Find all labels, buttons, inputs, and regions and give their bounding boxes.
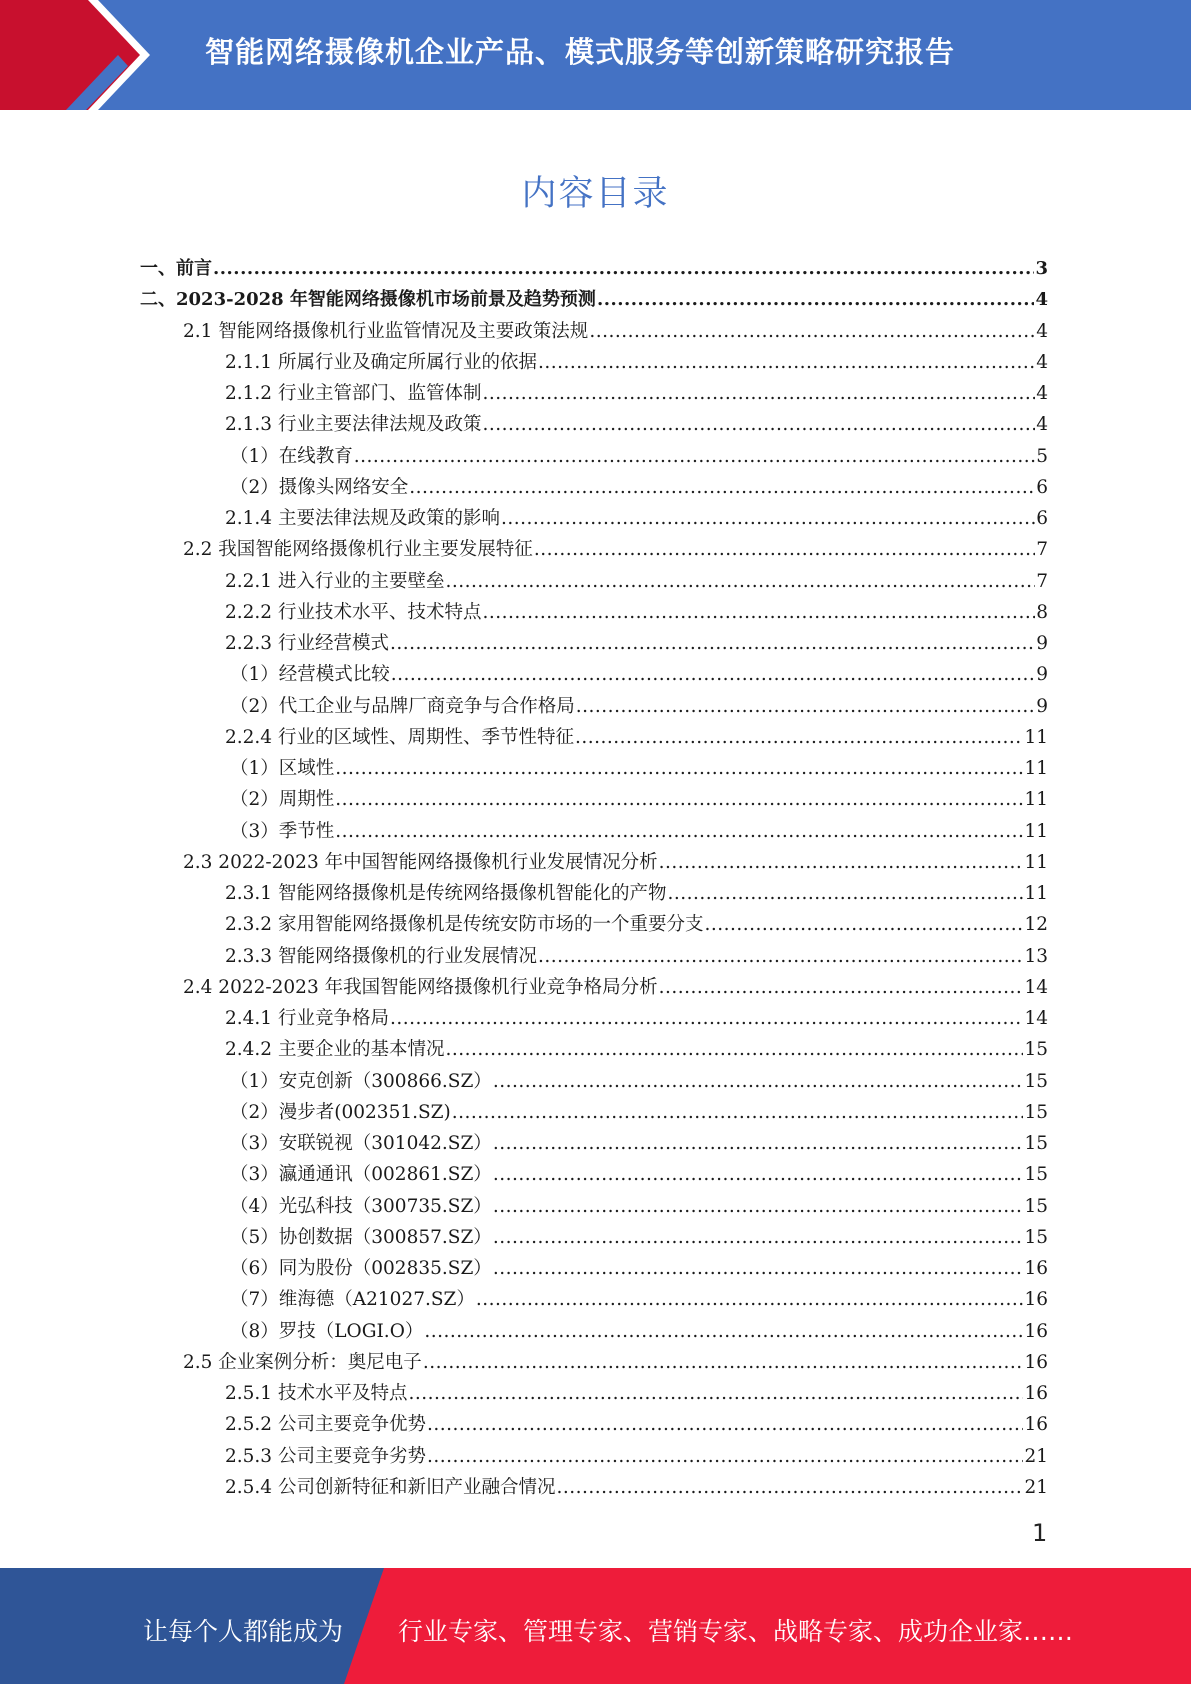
toc-dot-leader bbox=[493, 1253, 1024, 1284]
toc-entry[interactable] bbox=[0, 597, 1048, 628]
toc-dot-leader bbox=[335, 816, 1023, 847]
toc-entry[interactable] bbox=[0, 1097, 1048, 1128]
toc-entry[interactable] bbox=[0, 1191, 1048, 1222]
toc-entry[interactable] bbox=[0, 316, 1048, 347]
toc-entry[interactable] bbox=[0, 409, 1048, 440]
toc-dot-leader bbox=[445, 566, 1035, 597]
toc-entry[interactable] bbox=[0, 1253, 1048, 1284]
toc-entry-title: （5）协创数据（300857.SZ） bbox=[230, 1226, 492, 1248]
toc-entry-page: 9 bbox=[1036, 633, 1048, 654]
toc-dot-leader bbox=[556, 1472, 1023, 1503]
toc-dot-leader bbox=[575, 722, 1023, 753]
toc-entry[interactable] bbox=[0, 847, 1048, 878]
toc-dot-leader bbox=[493, 1191, 1024, 1222]
toc-entry-title: 2.5.3 公司主要竞争劣势 bbox=[225, 1445, 426, 1467]
toc-dot-leader bbox=[482, 378, 1035, 409]
toc-entry-page: 16 bbox=[1024, 1258, 1048, 1279]
toc-entry-page: 21 bbox=[1024, 1476, 1048, 1498]
toc-entry[interactable] bbox=[0, 472, 1048, 503]
toc-entry-title: （2）漫步者(002351.SZ) bbox=[230, 1101, 451, 1123]
toc-entry-page: 15 bbox=[1024, 1226, 1048, 1248]
toc-dot-leader bbox=[493, 1222, 1024, 1253]
report-title: 智能网络摄像机企业产品、模式服务等创新策略研究报告 bbox=[205, 35, 956, 69]
toc-dot-leader bbox=[390, 1003, 1023, 1034]
footer-slogan-right: 行业专家、管理专家、营销专家、战略专家、成功企业家…… bbox=[398, 1617, 1074, 1646]
toc-entry[interactable] bbox=[0, 1472, 1048, 1503]
toc-entry-title: （4）光弘科技（300735.SZ） bbox=[230, 1195, 492, 1217]
toc-entry-title: 2.3.1 智能网络摄像机是传统网络摄像机智能化的产物 bbox=[225, 883, 667, 904]
toc-dot-leader bbox=[423, 1347, 1024, 1378]
toc-entry-title: 2.1 智能网络摄像机行业监管情况及主要政策法规 bbox=[183, 320, 589, 342]
toc-entry-title: 二、2023-2028 年智能网络摄像机市场前景及趋势预测 bbox=[140, 289, 596, 311]
toc-entry-title: 2.2.4 行业的区域性、周期性、季节性特征 bbox=[225, 726, 574, 748]
toc-entry-title: （1）经营模式比较 bbox=[230, 664, 390, 686]
toc-entry-page: 11 bbox=[1024, 820, 1048, 842]
toc-entry-title: 2.3.2 家用智能网络摄像机是传统安防市场的一个重要分支 bbox=[225, 914, 704, 936]
toc-entry-page: 16 bbox=[1024, 1351, 1048, 1373]
toc-entry-page: 8 bbox=[1036, 601, 1048, 623]
toc-entry-page: 11 bbox=[1024, 726, 1048, 748]
toc-entry-title: 2.3 2022-2023 年中国智能网络摄像机行业发展情况分析 bbox=[183, 851, 658, 873]
toc-entry[interactable] bbox=[0, 1066, 1048, 1097]
toc-dot-leader bbox=[482, 597, 1035, 628]
toc-dot-leader bbox=[501, 503, 1035, 534]
toc-entry-page: 12 bbox=[1024, 914, 1048, 936]
toc-entry-page: 14 bbox=[1024, 1008, 1048, 1029]
toc-entry[interactable] bbox=[0, 691, 1048, 722]
toc-entry[interactable] bbox=[0, 1159, 1048, 1190]
toc-dot-leader bbox=[538, 347, 1035, 378]
toc-entry[interactable] bbox=[0, 284, 1048, 315]
toc-dot-leader bbox=[476, 1284, 1024, 1315]
page-header bbox=[0, 0, 1191, 110]
toc-entry[interactable] bbox=[0, 1378, 1048, 1409]
toc-entry-title: 2.5.1 技术水平及特点 bbox=[225, 1383, 408, 1404]
toc-entry[interactable] bbox=[0, 816, 1048, 847]
toc-entry-title: 2.1.1 所属行业及确定所属行业的依据 bbox=[225, 351, 537, 373]
toc-entry[interactable] bbox=[0, 253, 1048, 284]
toc-dot-leader bbox=[424, 1316, 1023, 1347]
toc-entry[interactable] bbox=[0, 378, 1048, 409]
toc-dot-leader bbox=[493, 1159, 1024, 1190]
toc-dot-leader bbox=[409, 472, 1035, 503]
toc-dot-leader bbox=[427, 1441, 1023, 1472]
toc-entry[interactable] bbox=[0, 1316, 1048, 1347]
toc-entry-page: 4 bbox=[1035, 289, 1048, 311]
toc-entry[interactable] bbox=[0, 972, 1048, 1003]
toc-entry-page: 15 bbox=[1024, 1070, 1048, 1092]
toc-dot-leader bbox=[335, 784, 1023, 815]
toc-entry-title: 2.1.2 行业主管部门、监管体制 bbox=[225, 383, 482, 404]
toc-entry-title: （3）季节性 bbox=[230, 820, 335, 842]
toc-dot-leader bbox=[589, 316, 1035, 347]
toc-entry[interactable] bbox=[0, 909, 1048, 940]
toc-entry-page: 16 bbox=[1024, 1289, 1048, 1311]
toc-entry-title: 2.2 我国智能网络摄像机行业主要发展特征 bbox=[183, 539, 533, 561]
toc-entry-page: 16 bbox=[1024, 1383, 1048, 1404]
toc-entry-page: 11 bbox=[1024, 851, 1048, 873]
toc-entry[interactable] bbox=[0, 503, 1048, 534]
toc-entry[interactable] bbox=[0, 1128, 1048, 1159]
toc-dot-leader bbox=[659, 972, 1024, 1003]
toc-entry-title: （3）安联锐视（301042.SZ） bbox=[230, 1133, 492, 1154]
toc-entry-page: 15 bbox=[1024, 1133, 1048, 1154]
toc-entry-page: 16 bbox=[1024, 1320, 1048, 1342]
toc-entry[interactable] bbox=[0, 1409, 1048, 1440]
page-footer bbox=[0, 1568, 1191, 1684]
toc-entry-page: 7 bbox=[1036, 539, 1048, 561]
toc-dot-leader bbox=[597, 284, 1035, 315]
toc-entry-page: 4 bbox=[1036, 414, 1048, 436]
toc-entry[interactable] bbox=[0, 784, 1048, 815]
toc-entry[interactable] bbox=[0, 1441, 1048, 1472]
toc-entry[interactable] bbox=[0, 1003, 1048, 1034]
toc-entry[interactable] bbox=[0, 628, 1048, 659]
toc-entry-title: （1）安克创新（300866.SZ） bbox=[230, 1070, 492, 1092]
toc-entry-page: 3 bbox=[1035, 258, 1048, 279]
toc-entry-title: 一、前言 bbox=[140, 258, 212, 279]
toc-entry-title: 2.2.3 行业经营模式 bbox=[225, 633, 389, 654]
toc-entry-title: 2.3.3 智能网络摄像机的行业发展情况 bbox=[225, 945, 537, 967]
toc-entry-page: 11 bbox=[1024, 789, 1048, 811]
toc-entry-page: 13 bbox=[1024, 945, 1048, 967]
toc-dot-leader bbox=[354, 441, 1035, 472]
toc-entry-page: 6 bbox=[1036, 508, 1048, 529]
toc-entry[interactable] bbox=[0, 566, 1048, 597]
toc-entry[interactable] bbox=[0, 941, 1048, 972]
toc-dot-leader bbox=[213, 253, 1034, 284]
toc-entry-title: （6）同为股份（002835.SZ） bbox=[230, 1258, 492, 1279]
toc-entry[interactable] bbox=[0, 1347, 1048, 1378]
toc-heading: 内容目录 bbox=[521, 174, 670, 214]
footer-slogan-left: 让每个人都能成为 bbox=[143, 1617, 344, 1646]
header-chevron-icon bbox=[0, 0, 160, 110]
toc-entry-page: 14 bbox=[1024, 976, 1048, 998]
toc-entry-page: 4 bbox=[1036, 351, 1048, 373]
toc-entry-title: （2）摄像头网络安全 bbox=[230, 476, 409, 498]
toc-entry-page: 15 bbox=[1024, 1101, 1048, 1123]
toc-entry[interactable] bbox=[0, 878, 1048, 909]
toc-entry[interactable] bbox=[0, 347, 1048, 378]
toc-dot-leader bbox=[427, 1409, 1023, 1440]
toc-entry-page: 9 bbox=[1036, 695, 1048, 717]
toc-entry-page: 4 bbox=[1036, 383, 1048, 404]
toc-entry[interactable] bbox=[0, 1284, 1048, 1315]
toc-entry-page: 7 bbox=[1036, 570, 1048, 592]
table-of-contents bbox=[0, 253, 1191, 1503]
toc-entry-page: 11 bbox=[1024, 883, 1048, 904]
toc-entry-title: 2.4.2 主要企业的基本情况 bbox=[225, 1039, 445, 1061]
toc-entry-title: 2.5 企业案例分析：奥尼电子 bbox=[183, 1351, 422, 1373]
toc-entry-page: 5 bbox=[1036, 445, 1048, 467]
toc-entry[interactable] bbox=[0, 722, 1048, 753]
toc-dot-leader bbox=[482, 409, 1035, 440]
toc-entry-title: 2.4.1 行业竞争格局 bbox=[225, 1008, 389, 1029]
toc-dot-leader bbox=[659, 847, 1024, 878]
toc-entry-title: （2）代工企业与品牌厂商竞争与合作格局 bbox=[230, 695, 575, 717]
toc-entry-title: （1）在线教育 bbox=[230, 445, 353, 467]
toc-dot-leader bbox=[452, 1097, 1024, 1128]
toc-dot-leader bbox=[408, 1378, 1023, 1409]
toc-entry[interactable] bbox=[0, 753, 1048, 784]
toc-entry-page: 11 bbox=[1024, 758, 1048, 779]
toc-entry[interactable] bbox=[0, 1222, 1048, 1253]
toc-entry-title: （3）瀛通通讯（002861.SZ） bbox=[230, 1164, 492, 1186]
toc-entry[interactable] bbox=[0, 441, 1048, 472]
toc-entry-page: 21 bbox=[1024, 1445, 1048, 1467]
toc-entry-title: 2.5.4 公司创新特征和新旧产业融合情况 bbox=[225, 1476, 556, 1498]
toc-dot-leader bbox=[538, 941, 1023, 972]
toc-dot-leader bbox=[391, 659, 1035, 690]
toc-entry-title: （7）维海德（A21027.SZ） bbox=[230, 1289, 475, 1311]
toc-entry-title: （2）周期性 bbox=[230, 789, 335, 811]
toc-dot-leader bbox=[493, 1066, 1024, 1097]
page-number: 1 bbox=[1032, 1519, 1048, 1547]
toc-entry-title: 2.2.1 进入行业的主要壁垒 bbox=[225, 570, 445, 592]
toc-entry-page: 15 bbox=[1024, 1195, 1048, 1217]
toc-entry[interactable] bbox=[0, 659, 1048, 690]
toc-entry-page: 16 bbox=[1024, 1414, 1048, 1436]
toc-dot-leader bbox=[445, 1034, 1023, 1065]
toc-entry-page: 6 bbox=[1036, 476, 1048, 498]
toc-dot-leader bbox=[335, 753, 1023, 784]
toc-entry-page: 15 bbox=[1024, 1164, 1048, 1186]
toc-entry-page: 4 bbox=[1036, 320, 1048, 342]
toc-entry-title: 2.2.2 行业技术水平、技术特点 bbox=[225, 601, 482, 623]
toc-dot-leader bbox=[704, 909, 1023, 940]
toc-entry-title: 2.4 2022-2023 年我国智能网络摄像机行业竞争格局分析 bbox=[183, 976, 658, 998]
toc-dot-leader bbox=[667, 878, 1023, 909]
toc-dot-leader bbox=[576, 691, 1035, 722]
toc-entry-title: 2.1.3 行业主要法律法规及政策 bbox=[225, 414, 482, 436]
toc-entry-title: （8）罗技（LOGI.O） bbox=[230, 1320, 424, 1342]
toc-entry[interactable] bbox=[0, 534, 1048, 565]
toc-entry-title: （1）区域性 bbox=[230, 758, 335, 779]
toc-entry-page: 9 bbox=[1036, 664, 1048, 686]
toc-dot-leader bbox=[534, 534, 1035, 565]
toc-entry[interactable] bbox=[0, 1034, 1048, 1065]
toc-entry-title: 2.5.2 公司主要竞争优势 bbox=[225, 1414, 426, 1436]
toc-entry-page: 15 bbox=[1024, 1039, 1048, 1061]
toc-entry-title: 2.1.4 主要法律法规及政策的影响 bbox=[225, 508, 500, 529]
toc-dot-leader bbox=[390, 628, 1035, 659]
toc-dot-leader bbox=[493, 1128, 1024, 1159]
